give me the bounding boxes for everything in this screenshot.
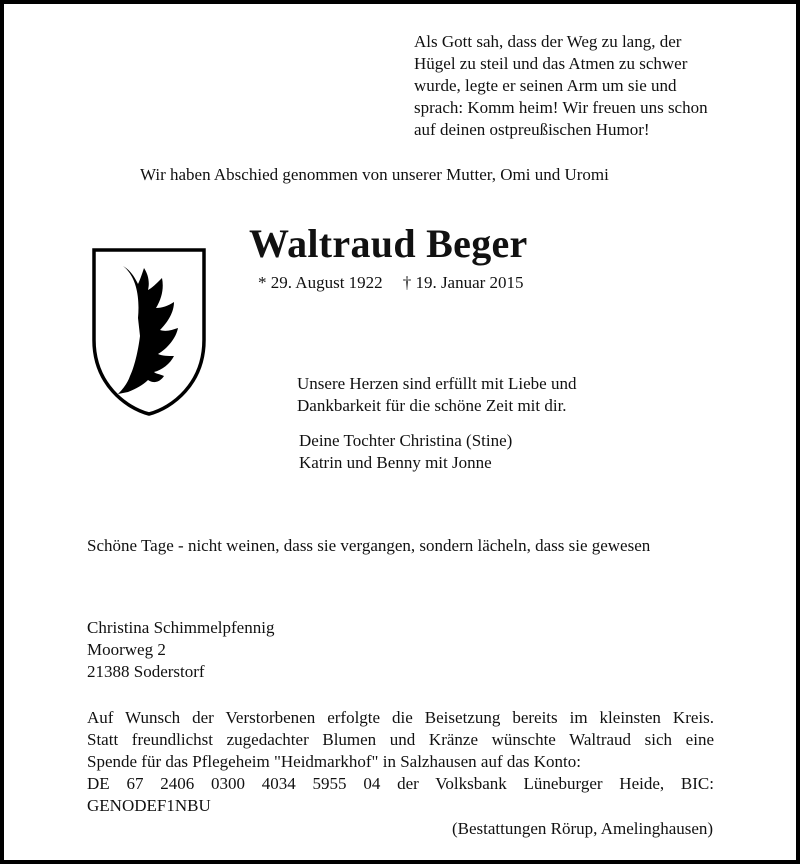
- address-line: Moorweg 2: [87, 640, 166, 659]
- death-date: † 19. Januar 2015: [402, 273, 524, 292]
- notice-line: Auf Wunsch der Verstorbenen erfolgte die Beisetzung bereits im kleinsten Kreis.: [87, 708, 714, 727]
- hearts-line: Dankbarkeit für die schöne Zeit mit dir.: [297, 396, 567, 415]
- poem-line: Als Gott sah, dass der Weg zu lang, der: [414, 32, 682, 51]
- deceased-name: Waltraud Beger: [249, 221, 528, 266]
- poem-line: sprach: Komm heim! Wir freuen uns schon: [414, 98, 708, 117]
- birth-date: * 29. August 1922: [258, 273, 383, 292]
- intro-text: Wir haben Abschied genommen von unserer Mutter, Omi und Uromi: [140, 165, 609, 184]
- notice-line: DE 67 2406 0300 4034 5955 04 der Volksbank Lüneburger Heide, BIC:: [87, 774, 714, 793]
- saying-text: Schöne Tage - nicht weinen, dass sie vergangen, sondern lächeln, dass sie gewesen: [87, 536, 651, 555]
- hearts-text: [297, 373, 576, 417]
- poem-line: auf deinen ostpreußischen Humor!: [414, 120, 650, 139]
- hearts-line: Unsere Herzen sind erfüllt mit Liebe und: [297, 374, 577, 393]
- poem: [414, 31, 708, 141]
- poem-line: Hügel zu steil und das Atmen zu schwer: [414, 54, 688, 73]
- notice-line: Spende für das Pflegeheim "Heidmarkhof" in Salzhausen auf das Konto:: [87, 752, 582, 771]
- elk-antler-coat-of-arms-icon: [90, 244, 208, 416]
- poem-line: wurde, legte er seinen Arm um sie und: [414, 76, 677, 95]
- family-line: Deine Tochter Christina (Stine): [299, 431, 513, 450]
- family-line: Katrin und Benny mit Jonne: [299, 453, 492, 472]
- notice-line: GENODEF1NBU: [87, 796, 211, 815]
- notice-line: Statt freundlichst zugedachter Blumen und Kränze wünschte Waltraud sich eine: [87, 730, 714, 749]
- funeral-notice: [87, 707, 714, 817]
- address-line: Christina Schimmelpfennig: [87, 618, 275, 637]
- contact-address: [87, 617, 274, 683]
- life-dates: [258, 272, 524, 294]
- address-line: 21388 Soderstorf: [87, 662, 205, 681]
- family-signature: [299, 430, 512, 474]
- undertaker-credit: (Bestattungen Rörup, Amelinghausen): [452, 819, 714, 838]
